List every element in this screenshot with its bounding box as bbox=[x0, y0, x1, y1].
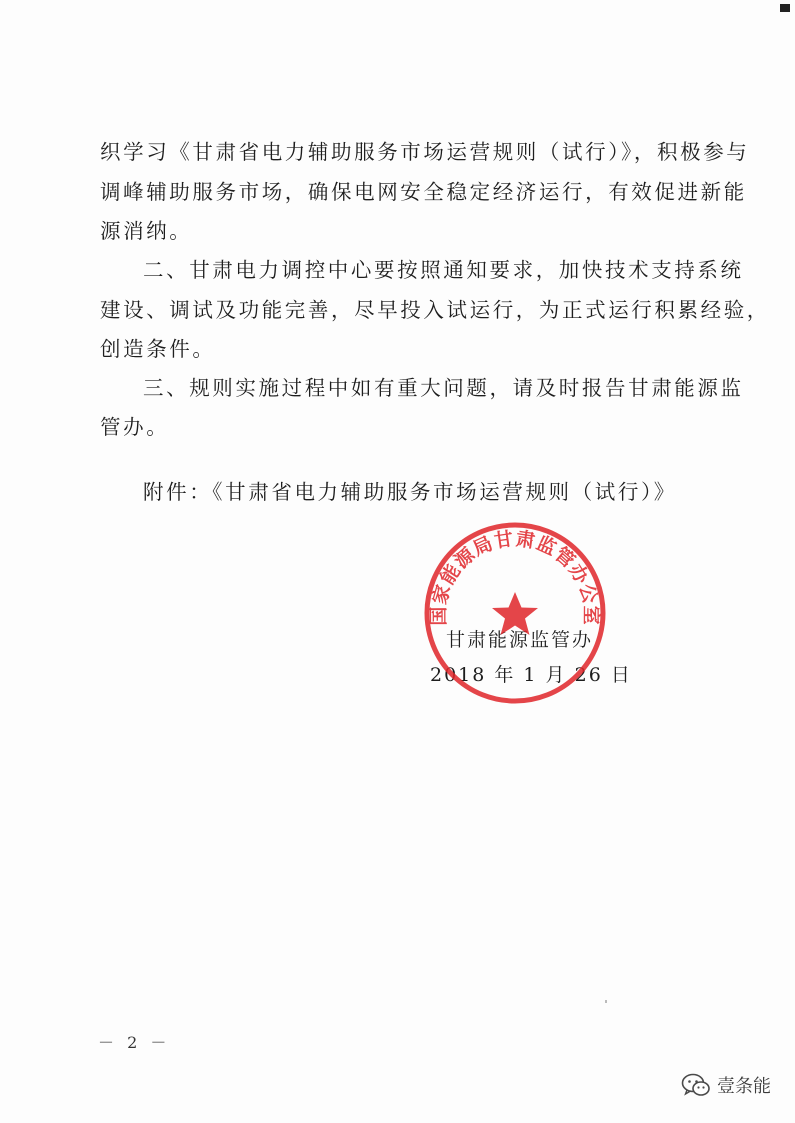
signature-org: 甘肃能源监管办 bbox=[446, 629, 594, 651]
body-line-4: 二、甘肃电力调控中心要按照通知要求，加快技术支持系统 bbox=[143, 258, 744, 282]
seal-star-icon bbox=[492, 592, 538, 635]
body-line-3: 源消纳。 bbox=[100, 219, 193, 243]
wechat-icon bbox=[681, 1072, 711, 1098]
page-number: － 2 － bbox=[98, 1033, 171, 1052]
body-line-1: 织学习《甘肃省电力辅助服务市场运营规则（试行）》，积极参与 bbox=[100, 140, 750, 164]
seal-text: 国家能源局甘肃监管办公室 bbox=[427, 527, 603, 626]
watermark-label: 壹条能 bbox=[717, 1076, 771, 1097]
body-line-6: 创造条件。 bbox=[100, 337, 216, 361]
body-line-2: 调峰辅助服务市场，确保电网安全稳定经济运行，有效促进新能 bbox=[100, 180, 747, 204]
scan-speck bbox=[780, 4, 790, 12]
signature-date: 2018 年 1 月 26 日 bbox=[430, 664, 632, 686]
body-line-5: 建设、调试及功能完善，尽早投入试运行，为正式运行积累经验， bbox=[100, 298, 770, 322]
body-line-8: 管办。 bbox=[100, 415, 170, 439]
official-seal-stamp bbox=[420, 518, 610, 708]
body-line-7: 三、规则实施过程中如有重大问题，请及时报告甘肃能源监 bbox=[143, 376, 744, 400]
attachment-line: 附件：《甘肃省电力辅助服务市场运营规则（试行）》 bbox=[143, 480, 677, 504]
scan-speck bbox=[605, 1000, 607, 1003]
wechat-watermark bbox=[681, 1072, 771, 1098]
